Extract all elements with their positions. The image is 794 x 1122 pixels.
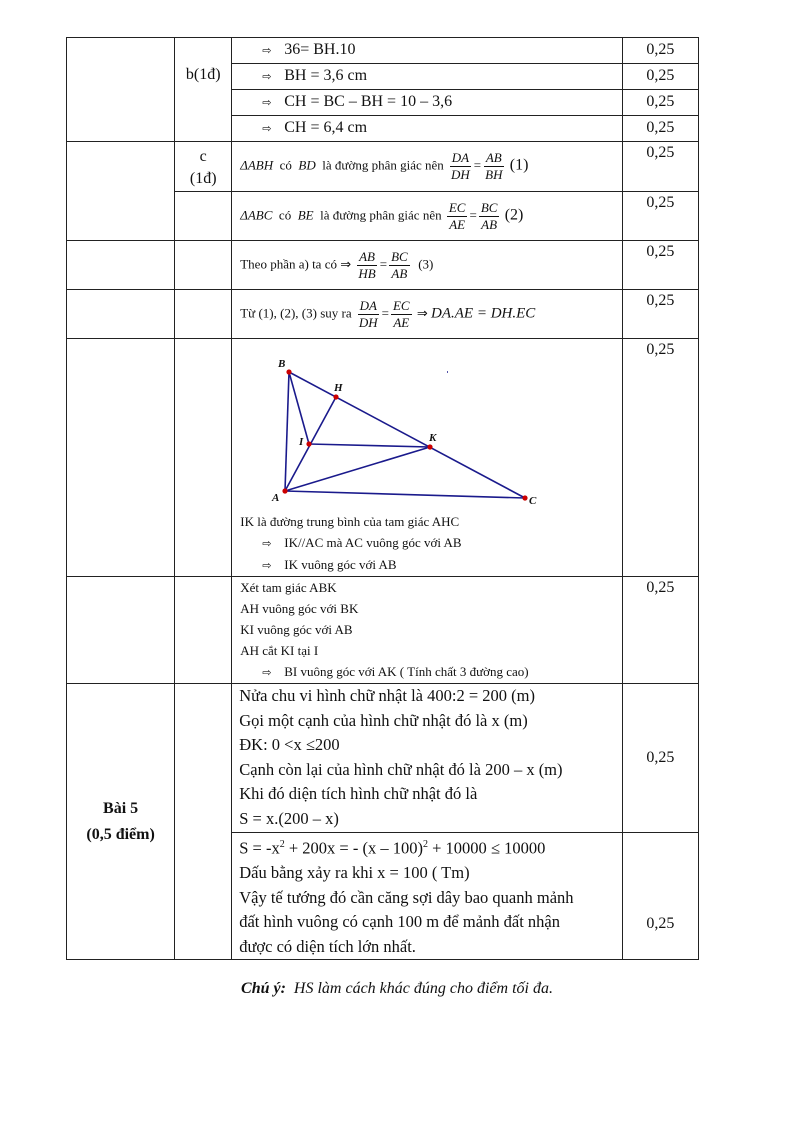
fraction: $\frac{BC}{AB}$ [480, 199, 498, 232]
e-conclusion-text: BI vuông góc với AK ( Tính chất 3 đường cao) [284, 664, 529, 679]
d-line-3 [240, 554, 622, 576]
segment-name: BE [297, 206, 314, 222]
b-points-1: 0,25 [622, 38, 698, 64]
label-A: A [272, 492, 280, 504]
bai5-part1 [232, 684, 623, 833]
c-points-3: 0,25 [622, 241, 698, 290]
b-line-text: 36= BH.10 [284, 41, 356, 58]
statement-text: là đường phân giác nên [320, 206, 442, 222]
segment-name: BD [298, 157, 316, 173]
part-b-label: b(1đ) [175, 38, 232, 142]
empty-cell [67, 290, 175, 339]
arrow-icon: ⇨ [262, 122, 272, 135]
segment-AK [285, 447, 430, 491]
point-K [428, 444, 433, 449]
bai5-line: S = x.(200 – x) [239, 808, 339, 828]
fraction: $\frac{DA}{DH}$ [358, 297, 378, 330]
b-line-1 [232, 38, 623, 64]
point-H [334, 394, 339, 399]
c-points-2: 0,25 [622, 192, 698, 241]
c-statement-2: ΔABC có BE là đường phân giác nên $\frac{EC}{AE}$ = $\frac{BC}{AB}$ (2) [232, 192, 623, 241]
label-I: I [299, 436, 304, 448]
empty-cell [175, 684, 232, 960]
footnote-text: HS làm cách khác đúng cho điểm tối đa. [293, 980, 553, 997]
point-C [523, 495, 528, 500]
bai5-line: Vậy tế tướng đó cần căng sợi dây bao quanh mảnh [239, 887, 574, 907]
fraction: $\frac{EC}{AE}$ [392, 297, 410, 330]
c-statement-1: ΔABH có BD là đường phân giác nên $\frac{DA}{DH}$ = $\frac{AB}{BH}$ (1) [232, 142, 623, 192]
bai5-line: được có diện tích lớn nhất. [239, 936, 416, 956]
b-points-4: 0,25 [622, 116, 698, 142]
e-line: AH vuông góc với BK [240, 601, 359, 616]
empty-cell [67, 339, 175, 577]
label-C: C [529, 495, 537, 507]
label-H: H [334, 382, 343, 394]
d-points: 0,25 [622, 339, 698, 577]
equation-tag: (2) [504, 205, 524, 223]
arrow-icon: ⇨ [262, 666, 272, 679]
segment-AC [285, 491, 525, 498]
bai5-points-1: 0,25 [622, 684, 698, 833]
empty-cell [175, 241, 232, 290]
empty-cell [67, 577, 175, 684]
statement-text: Theo phần a) ta có [240, 255, 337, 271]
empty-cell [175, 290, 232, 339]
arrow-icon: ⇨ [262, 537, 272, 550]
b-line-text: CH = 6,4 cm [284, 119, 368, 136]
triangle-symbol: ΔABH [240, 157, 274, 173]
segment-BA [285, 372, 289, 491]
bai5-line: ĐK: 0 <x ≤200 [239, 735, 340, 755]
part-c-label [175, 142, 232, 192]
point-B [287, 369, 292, 374]
figure-cell [232, 339, 623, 577]
empty-cell [175, 192, 232, 241]
e-line: Xét tam giác ABK [240, 580, 337, 595]
fraction: $\frac{AB}{HB}$ [358, 248, 376, 281]
triangle-figure [240, 339, 540, 509]
answer-table [66, 37, 699, 960]
bai5-points-2: 0,25 [622, 833, 698, 960]
result-equation: DA.AE = DH.EC [431, 304, 536, 321]
segment-BI [289, 372, 309, 444]
implies-icon: ⇒ [416, 305, 428, 321]
part-c-points-label: (1đ) [189, 170, 217, 187]
empty-cell [67, 241, 175, 290]
c-points-4: 0,25 [622, 290, 698, 339]
equation-tag: (3) [418, 255, 434, 271]
point-I [307, 441, 312, 446]
b-line-text: CH = BC – BH = 10 – 3,6 [284, 93, 453, 110]
d-line-1: IK là đường trung bình của tam giác AHC [240, 514, 460, 529]
fraction: $\frac{AB}{BH}$ [485, 150, 503, 182]
c-statement-3: Theo phần a) ta có ⇒ $\frac{AB}{HB}$ = $\frac{BC}{AB}$ (3) [232, 241, 623, 290]
b-points-3: 0,25 [622, 90, 698, 116]
word-co: có [278, 206, 292, 222]
empty-cell [175, 577, 232, 684]
implies-icon: ⇒ [340, 256, 352, 272]
arrow-icon: ⇨ [262, 44, 272, 57]
statement-text: Từ (1), (2), (3) suy ra [240, 304, 352, 320]
label-K: K [429, 432, 437, 444]
arrow-icon: ⇨ [262, 70, 272, 83]
bai5-line: Dấu bằng xảy ra khi x = 100 ( Tm) [239, 863, 470, 883]
e-line: AH cắt KI tại I [240, 643, 319, 658]
bai5-title: Bài 5 [103, 799, 139, 817]
fraction: $\frac{DA}{DH}$ [451, 150, 470, 182]
e-reasoning [232, 577, 623, 684]
word-co: có [279, 157, 292, 173]
e-conclusion [240, 661, 622, 683]
bai5-line: Gọi một cạnh của hình chữ nhật đó là x (m) [239, 710, 528, 730]
statement-text: là đường phân giác nên [322, 157, 444, 173]
empty-cell [67, 142, 175, 241]
footnote-label: Chú ý: [241, 980, 286, 997]
bai5-label [67, 684, 175, 960]
b-line-text: BH = 3,6 cm [284, 67, 368, 84]
c-statement-4: Từ (1), (2), (3) suy ra $\frac{DA}{DH}$ = $\frac{EC}{AE}$ ⇒ DA.AE = DH.EC [232, 290, 623, 339]
d-line-text: IK//AC mà AC vuông góc với AB [284, 535, 462, 550]
b-line-4 [232, 116, 623, 142]
footnote [0, 980, 794, 998]
b-line-2 [232, 64, 623, 90]
e-points: 0,25 [622, 577, 698, 684]
d-line-text: IK vuông góc với AB [284, 557, 397, 572]
bai5-line: đất hình vuông có cạnh 100 m để mảnh đất nhận [239, 912, 560, 932]
bai5-part2 [232, 833, 623, 960]
empty-cell [175, 339, 232, 577]
arrow-icon: ⇨ [262, 96, 272, 109]
bai5-line: Nửa chu vi hình chữ nhật là 400:2 = 200 (m) [239, 686, 535, 705]
fraction: $\frac{EC}{AE}$ [448, 199, 466, 232]
b-points-2: 0,25 [622, 64, 698, 90]
arrow-icon: ⇨ [262, 559, 272, 572]
part-c-letter: c [199, 148, 207, 165]
bai5-score: (0,5 điểm) [86, 825, 155, 843]
equation-tag: (1) [509, 156, 529, 174]
empty-cell [67, 38, 175, 142]
d-line-2 [240, 532, 622, 554]
c-points-1: 0,25 [622, 142, 698, 192]
e-line: KI vuông góc với AB [240, 622, 353, 637]
label-B: B [278, 358, 286, 370]
bai5-equation: $S = -x^2 + 200x$ = - (x – 100)$^2$ + 10000 ≤ 10000 [239, 838, 546, 858]
b-line-3 [232, 90, 623, 116]
fraction: $\frac{BC}{AB}$ [391, 248, 408, 281]
point-A [283, 488, 288, 493]
bai5-line: Cạnh còn lại của hình chữ nhật đó là 200 – x (m) [239, 759, 563, 779]
bai5-line: Khi đó diện tích hình chữ nhật đó là [239, 784, 478, 804]
segment-IK [309, 444, 430, 447]
triangle-symbol: ΔABC [240, 206, 273, 222]
